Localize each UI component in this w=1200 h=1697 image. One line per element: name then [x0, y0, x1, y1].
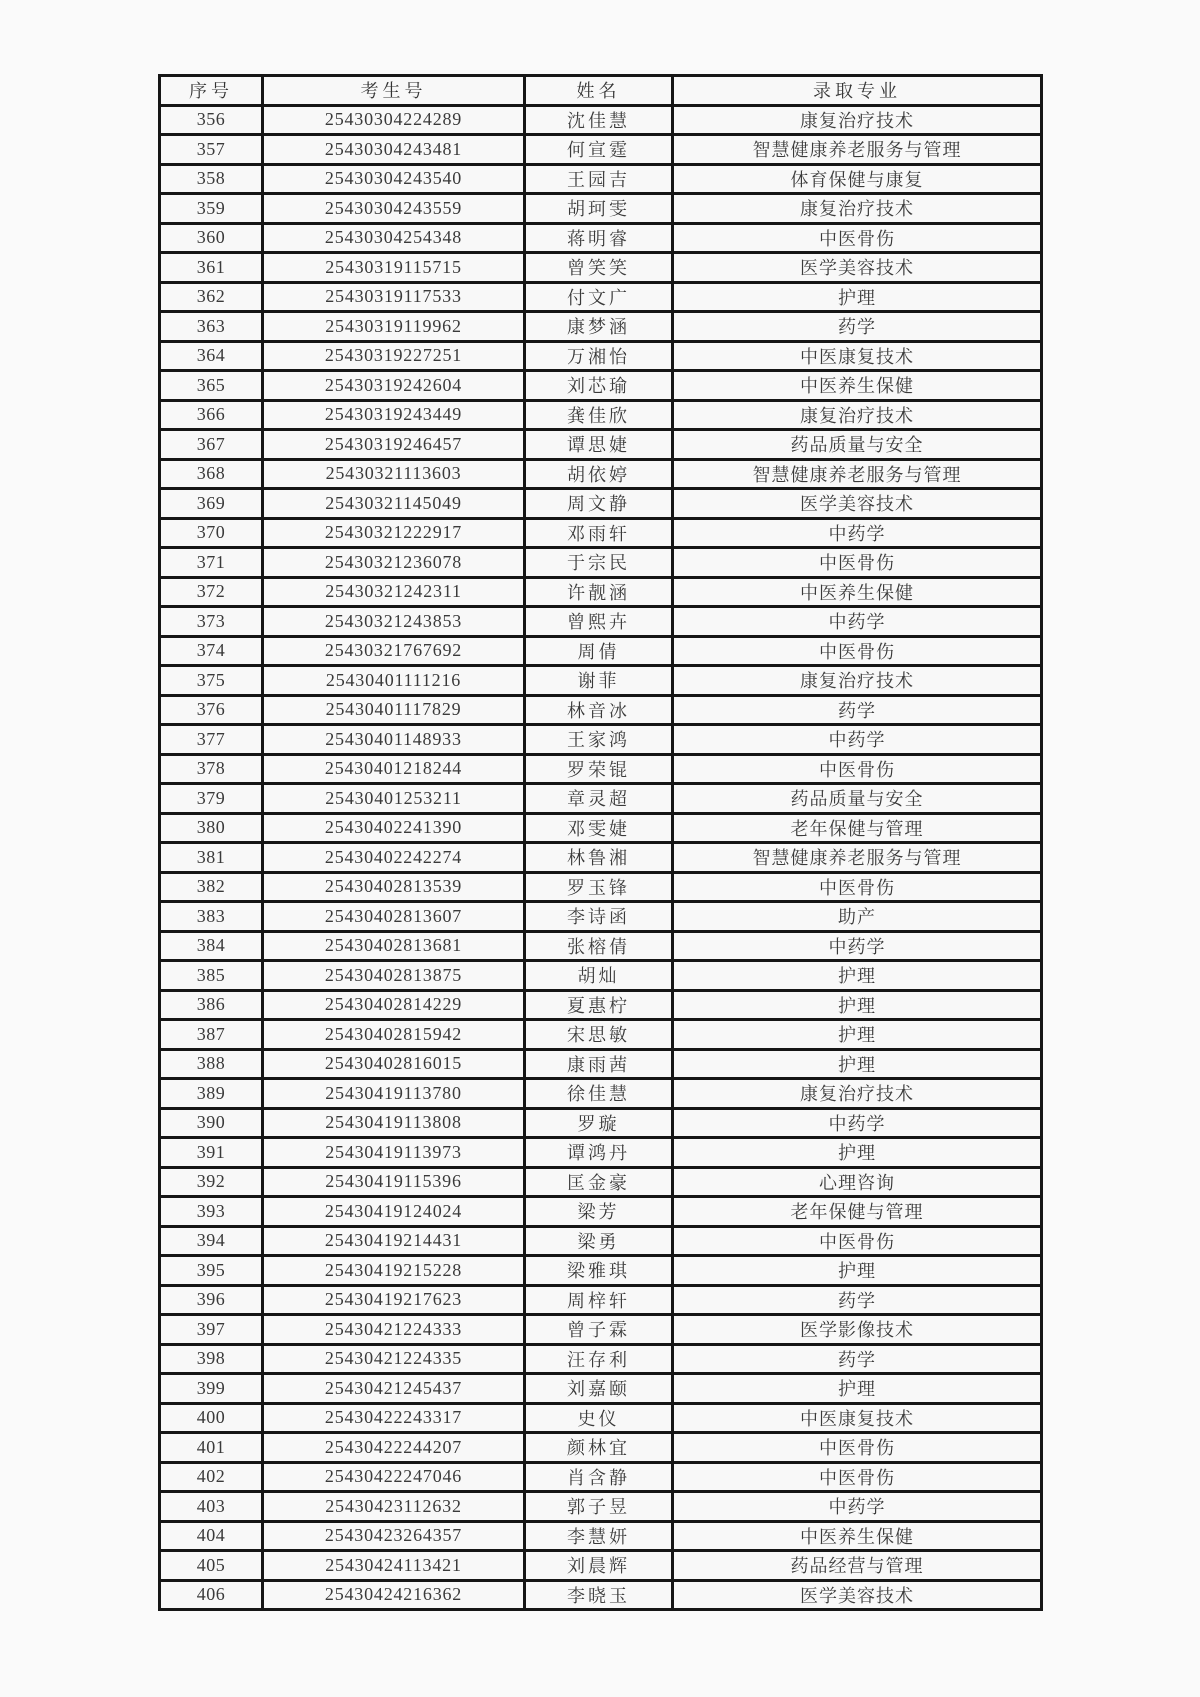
- cell-seq: 398: [160, 1344, 263, 1374]
- table-row: [160, 990, 1042, 1020]
- cell-major: 中药学: [673, 931, 1042, 961]
- cell-seq: 395: [160, 1256, 263, 1286]
- cell-exam-id: 25430421224333: [263, 1315, 525, 1345]
- cell-seq: 364: [160, 341, 263, 371]
- cell-name: 胡珂雯: [525, 194, 673, 224]
- cell-exam-id: 25430319227251: [263, 341, 525, 371]
- cell-major: 中药学: [673, 725, 1042, 755]
- cell-major: 中医康复技术: [673, 341, 1042, 371]
- table-row: [160, 607, 1042, 637]
- cell-exam-id: 25430321113603: [263, 459, 525, 489]
- cell-exam-id: 25430422247046: [263, 1462, 525, 1492]
- cell-seq: 356: [160, 105, 263, 135]
- table-row: [160, 1521, 1042, 1551]
- cell-name: 康梦涵: [525, 312, 673, 342]
- table-row: [160, 1492, 1042, 1522]
- cell-exam-id: 25430304243540: [263, 164, 525, 194]
- cell-name: 李晓玉: [525, 1580, 673, 1610]
- cell-name: 李慧妍: [525, 1521, 673, 1551]
- cell-exam-id: 25430422243317: [263, 1403, 525, 1433]
- cell-exam-id: 25430319115715: [263, 253, 525, 283]
- cell-exam-id: 25430419113973: [263, 1138, 525, 1168]
- cell-exam-id: 25430321236078: [263, 548, 525, 578]
- cell-exam-id: 25430419215228: [263, 1256, 525, 1286]
- cell-major: 智慧健康养老服务与管理: [673, 135, 1042, 165]
- cell-exam-id: 25430402242274: [263, 843, 525, 873]
- table-row: [160, 312, 1042, 342]
- table-row: [160, 1079, 1042, 1109]
- table-row: [160, 1138, 1042, 1168]
- cell-major: 中药学: [673, 518, 1042, 548]
- cell-major: 中医骨伤: [673, 1226, 1042, 1256]
- cell-seq: 370: [160, 518, 263, 548]
- cell-major: 中医养生保健: [673, 577, 1042, 607]
- table-row: [160, 695, 1042, 725]
- cell-name: 梁芳: [525, 1197, 673, 1227]
- table-row: [160, 518, 1042, 548]
- cell-seq: 405: [160, 1551, 263, 1581]
- cell-exam-id: 25430402814229: [263, 990, 525, 1020]
- table-row: [160, 1020, 1042, 1050]
- cell-major: 护理: [673, 1256, 1042, 1286]
- cell-name: 王园吉: [525, 164, 673, 194]
- cell-seq: 363: [160, 312, 263, 342]
- table-row: [160, 725, 1042, 755]
- cell-name: 李诗函: [525, 902, 673, 932]
- table-row: [160, 1049, 1042, 1079]
- cell-seq: 362: [160, 282, 263, 312]
- table-row: [160, 1167, 1042, 1197]
- cell-major: 药学: [673, 1285, 1042, 1315]
- cell-name: 龚佳欣: [525, 400, 673, 430]
- cell-major: 老年保健与管理: [673, 1197, 1042, 1227]
- table-row: [160, 253, 1042, 283]
- cell-exam-id: 25430402816015: [263, 1049, 525, 1079]
- table-row: [160, 1315, 1042, 1345]
- cell-name: 何宣霆: [525, 135, 673, 165]
- cell-name: 章灵超: [525, 784, 673, 814]
- cell-major: 心理咨询: [673, 1167, 1042, 1197]
- cell-seq: 381: [160, 843, 263, 873]
- table-row: [160, 548, 1042, 578]
- cell-name: 周倩: [525, 636, 673, 666]
- cell-seq: 392: [160, 1167, 263, 1197]
- cell-exam-id: 25430419124024: [263, 1197, 525, 1227]
- cell-major: 体育保健与康复: [673, 164, 1042, 194]
- cell-exam-id: 25430423112632: [263, 1492, 525, 1522]
- table-row: [160, 872, 1042, 902]
- cell-name: 罗玉锋: [525, 872, 673, 902]
- table-row: [160, 1285, 1042, 1315]
- cell-seq: 387: [160, 1020, 263, 1050]
- cell-major: 医学美容技术: [673, 489, 1042, 519]
- cell-major: 中医骨伤: [673, 872, 1042, 902]
- table-row: [160, 931, 1042, 961]
- cell-name: 周文静: [525, 489, 673, 519]
- cell-exam-id: 25430402813875: [263, 961, 525, 991]
- cell-seq: 385: [160, 961, 263, 991]
- table-row: [160, 1551, 1042, 1581]
- cell-seq: 384: [160, 931, 263, 961]
- cell-name: 蒋明睿: [525, 223, 673, 253]
- cell-exam-id: 25430419113780: [263, 1079, 525, 1109]
- table-row: [160, 754, 1042, 784]
- cell-major: 康复治疗技术: [673, 1079, 1042, 1109]
- cell-exam-id: 25430321145049: [263, 489, 525, 519]
- cell-major: 医学影像技术: [673, 1315, 1042, 1345]
- table-row: [160, 400, 1042, 430]
- cell-major: 医学美容技术: [673, 253, 1042, 283]
- cell-major: 康复治疗技术: [673, 105, 1042, 135]
- cell-seq: 367: [160, 430, 263, 460]
- cell-name: 刘芯瑜: [525, 371, 673, 401]
- cell-name: 胡灿: [525, 961, 673, 991]
- cell-exam-id: 25430401218244: [263, 754, 525, 784]
- cell-exam-id: 25430321222917: [263, 518, 525, 548]
- cell-major: 智慧健康养老服务与管理: [673, 459, 1042, 489]
- table-row: [160, 1256, 1042, 1286]
- cell-exam-id: 25430321767692: [263, 636, 525, 666]
- cell-exam-id: 25430419214431: [263, 1226, 525, 1256]
- cell-name: 刘嘉颐: [525, 1374, 673, 1404]
- cell-name: 郭子昱: [525, 1492, 673, 1522]
- cell-seq: 397: [160, 1315, 263, 1345]
- cell-exam-id: 25430319119962: [263, 312, 525, 342]
- cell-name: 康雨茜: [525, 1049, 673, 1079]
- cell-name: 付文广: [525, 282, 673, 312]
- table-row: [160, 430, 1042, 460]
- cell-major: 康复治疗技术: [673, 400, 1042, 430]
- cell-exam-id: 25430419113808: [263, 1108, 525, 1138]
- table-row: [160, 1433, 1042, 1463]
- cell-major: 中药学: [673, 1492, 1042, 1522]
- header-row: [160, 76, 1042, 106]
- cell-major: 药学: [673, 1344, 1042, 1374]
- cell-seq: 394: [160, 1226, 263, 1256]
- cell-seq: 372: [160, 577, 263, 607]
- cell-seq: 376: [160, 695, 263, 725]
- cell-major: 中医骨伤: [673, 754, 1042, 784]
- cell-exam-id: 25430319246457: [263, 430, 525, 460]
- table-row: [160, 636, 1042, 666]
- cell-name: 林音冰: [525, 695, 673, 725]
- cell-major: 中医骨伤: [673, 1462, 1042, 1492]
- cell-seq: 396: [160, 1285, 263, 1315]
- cell-major: 药品经营与管理: [673, 1551, 1042, 1581]
- cell-name: 匡金豪: [525, 1167, 673, 1197]
- cell-exam-id: 25430304224289: [263, 105, 525, 135]
- cell-name: 罗荣锟: [525, 754, 673, 784]
- cell-name: 王家鸿: [525, 725, 673, 755]
- cell-name: 汪存利: [525, 1344, 673, 1374]
- cell-exam-id: 25430402813539: [263, 872, 525, 902]
- table-row: [160, 843, 1042, 873]
- cell-seq: 393: [160, 1197, 263, 1227]
- table-row: [160, 1197, 1042, 1227]
- cell-major: 护理: [673, 282, 1042, 312]
- cell-major: 中药学: [673, 1108, 1042, 1138]
- cell-major: 中医骨伤: [673, 223, 1042, 253]
- table-row: [160, 135, 1042, 165]
- cell-exam-id: 25430304243559: [263, 194, 525, 224]
- cell-name: 许靓涵: [525, 577, 673, 607]
- table-row: [160, 164, 1042, 194]
- cell-seq: 383: [160, 902, 263, 932]
- cell-seq: 359: [160, 194, 263, 224]
- cell-name: 曾熙卉: [525, 607, 673, 637]
- cell-name: 梁勇: [525, 1226, 673, 1256]
- cell-major: 智慧健康养老服务与管理: [673, 843, 1042, 873]
- cell-major: 中医骨伤: [673, 636, 1042, 666]
- cell-seq: 400: [160, 1403, 263, 1433]
- table-row: [160, 577, 1042, 607]
- admission-table: [158, 74, 1043, 1611]
- cell-seq: 403: [160, 1492, 263, 1522]
- cell-seq: 406: [160, 1580, 263, 1610]
- cell-name: 谭思婕: [525, 430, 673, 460]
- table-row: [160, 1374, 1042, 1404]
- table-row: [160, 813, 1042, 843]
- cell-name: 宋思敏: [525, 1020, 673, 1050]
- cell-name: 曾笑笑: [525, 253, 673, 283]
- cell-seq: 404: [160, 1521, 263, 1551]
- cell-name: 沈佳慧: [525, 105, 673, 135]
- table-row: [160, 902, 1042, 932]
- cell-major: 医学美容技术: [673, 1580, 1042, 1610]
- cell-name: 周梓轩: [525, 1285, 673, 1315]
- header-cell-major: 录取专业: [673, 76, 1042, 106]
- table-row: [160, 459, 1042, 489]
- table-row: [160, 784, 1042, 814]
- cell-exam-id: 25430319243449: [263, 400, 525, 430]
- cell-major: 药学: [673, 312, 1042, 342]
- cell-major: 药学: [673, 695, 1042, 725]
- cell-seq: 401: [160, 1433, 263, 1463]
- cell-seq: 377: [160, 725, 263, 755]
- cell-seq: 390: [160, 1108, 263, 1138]
- cell-exam-id: 25430419217623: [263, 1285, 525, 1315]
- cell-name: 颜林宜: [525, 1433, 673, 1463]
- header-cell-candidate-no: 考生号: [263, 76, 525, 106]
- cell-major: 药品质量与安全: [673, 430, 1042, 460]
- table-row: [160, 1226, 1042, 1256]
- cell-exam-id: 25430422244207: [263, 1433, 525, 1463]
- cell-name: 夏惠柠: [525, 990, 673, 1020]
- cell-exam-id: 25430419115396: [263, 1167, 525, 1197]
- cell-name: 邓雯婕: [525, 813, 673, 843]
- table-row: [160, 666, 1042, 696]
- cell-name: 万湘怡: [525, 341, 673, 371]
- cell-seq: 369: [160, 489, 263, 519]
- cell-exam-id: 25430402813681: [263, 931, 525, 961]
- cell-exam-id: 25430401253211: [263, 784, 525, 814]
- cell-name: 曾子霖: [525, 1315, 673, 1345]
- cell-major: 中医康复技术: [673, 1403, 1042, 1433]
- cell-major: 中药学: [673, 607, 1042, 637]
- cell-seq: 374: [160, 636, 263, 666]
- cell-seq: 373: [160, 607, 263, 637]
- table-row: [160, 1580, 1042, 1610]
- cell-seq: 388: [160, 1049, 263, 1079]
- cell-major: 中医养生保健: [673, 1521, 1042, 1551]
- cell-name: 罗璇: [525, 1108, 673, 1138]
- table-row: [160, 1462, 1042, 1492]
- cell-name: 胡依婷: [525, 459, 673, 489]
- table-row: [160, 105, 1042, 135]
- cell-seq: 386: [160, 990, 263, 1020]
- cell-seq: 399: [160, 1374, 263, 1404]
- cell-major: 助产: [673, 902, 1042, 932]
- cell-name: 肖含静: [525, 1462, 673, 1492]
- header-cell-seq: 序号: [160, 76, 263, 106]
- cell-exam-id: 25430304243481: [263, 135, 525, 165]
- cell-major: 护理: [673, 1049, 1042, 1079]
- cell-seq: 389: [160, 1079, 263, 1109]
- cell-exam-id: 25430401148933: [263, 725, 525, 755]
- cell-seq: 365: [160, 371, 263, 401]
- cell-seq: 402: [160, 1462, 263, 1492]
- cell-name: 邓雨轩: [525, 518, 673, 548]
- cell-major: 中医骨伤: [673, 548, 1042, 578]
- table-row: [160, 282, 1042, 312]
- cell-exam-id: 25430424113421: [263, 1551, 525, 1581]
- cell-major: 护理: [673, 1020, 1042, 1050]
- table-row: [160, 223, 1042, 253]
- cell-name: 张榕倩: [525, 931, 673, 961]
- cell-seq: 368: [160, 459, 263, 489]
- cell-seq: 366: [160, 400, 263, 430]
- cell-major: 护理: [673, 1374, 1042, 1404]
- cell-exam-id: 25430421224335: [263, 1344, 525, 1374]
- cell-exam-id: 25430421245437: [263, 1374, 525, 1404]
- cell-seq: 379: [160, 784, 263, 814]
- cell-major: 中医骨伤: [673, 1433, 1042, 1463]
- cell-major: 康复治疗技术: [673, 194, 1042, 224]
- table-row: [160, 341, 1042, 371]
- cell-name: 梁雅琪: [525, 1256, 673, 1286]
- cell-major: 药品质量与安全: [673, 784, 1042, 814]
- cell-exam-id: 25430423264357: [263, 1521, 525, 1551]
- cell-exam-id: 25430402241390: [263, 813, 525, 843]
- cell-major: 中医养生保健: [673, 371, 1042, 401]
- cell-major: 护理: [673, 990, 1042, 1020]
- cell-seq: 382: [160, 872, 263, 902]
- header-cell-name: 姓名: [525, 76, 673, 106]
- cell-major: 康复治疗技术: [673, 666, 1042, 696]
- cell-exam-id: 25430321242311: [263, 577, 525, 607]
- cell-seq: 361: [160, 253, 263, 283]
- table-row: [160, 961, 1042, 991]
- table-row: [160, 1108, 1042, 1138]
- table-row: [160, 1344, 1042, 1374]
- cell-exam-id: 25430319117533: [263, 282, 525, 312]
- cell-seq: 391: [160, 1138, 263, 1168]
- cell-major: 护理: [673, 1138, 1042, 1168]
- cell-exam-id: 25430402815942: [263, 1020, 525, 1050]
- cell-name: 史仪: [525, 1403, 673, 1433]
- cell-seq: 371: [160, 548, 263, 578]
- cell-seq: 357: [160, 135, 263, 165]
- cell-name: 谭鸿丹: [525, 1138, 673, 1168]
- table-row: [160, 1403, 1042, 1433]
- cell-seq: 375: [160, 666, 263, 696]
- cell-seq: 360: [160, 223, 263, 253]
- cell-exam-id: 25430321243853: [263, 607, 525, 637]
- cell-exam-id: 25430401111216: [263, 666, 525, 696]
- cell-name: 林鲁湘: [525, 843, 673, 873]
- cell-name: 刘晨辉: [525, 1551, 673, 1581]
- cell-major: 护理: [673, 961, 1042, 991]
- cell-major: 老年保健与管理: [673, 813, 1042, 843]
- table-row: [160, 194, 1042, 224]
- cell-exam-id: 25430319242604: [263, 371, 525, 401]
- cell-seq: 378: [160, 754, 263, 784]
- cell-name: 于宗民: [525, 548, 673, 578]
- table-row: [160, 371, 1042, 401]
- cell-name: 徐佳慧: [525, 1079, 673, 1109]
- cell-exam-id: 25430424216362: [263, 1580, 525, 1610]
- cell-exam-id: 25430304254348: [263, 223, 525, 253]
- table-row: [160, 489, 1042, 519]
- cell-seq: 358: [160, 164, 263, 194]
- cell-seq: 380: [160, 813, 263, 843]
- cell-name: 谢菲: [525, 666, 673, 696]
- cell-exam-id: 25430402813607: [263, 902, 525, 932]
- cell-exam-id: 25430401117829: [263, 695, 525, 725]
